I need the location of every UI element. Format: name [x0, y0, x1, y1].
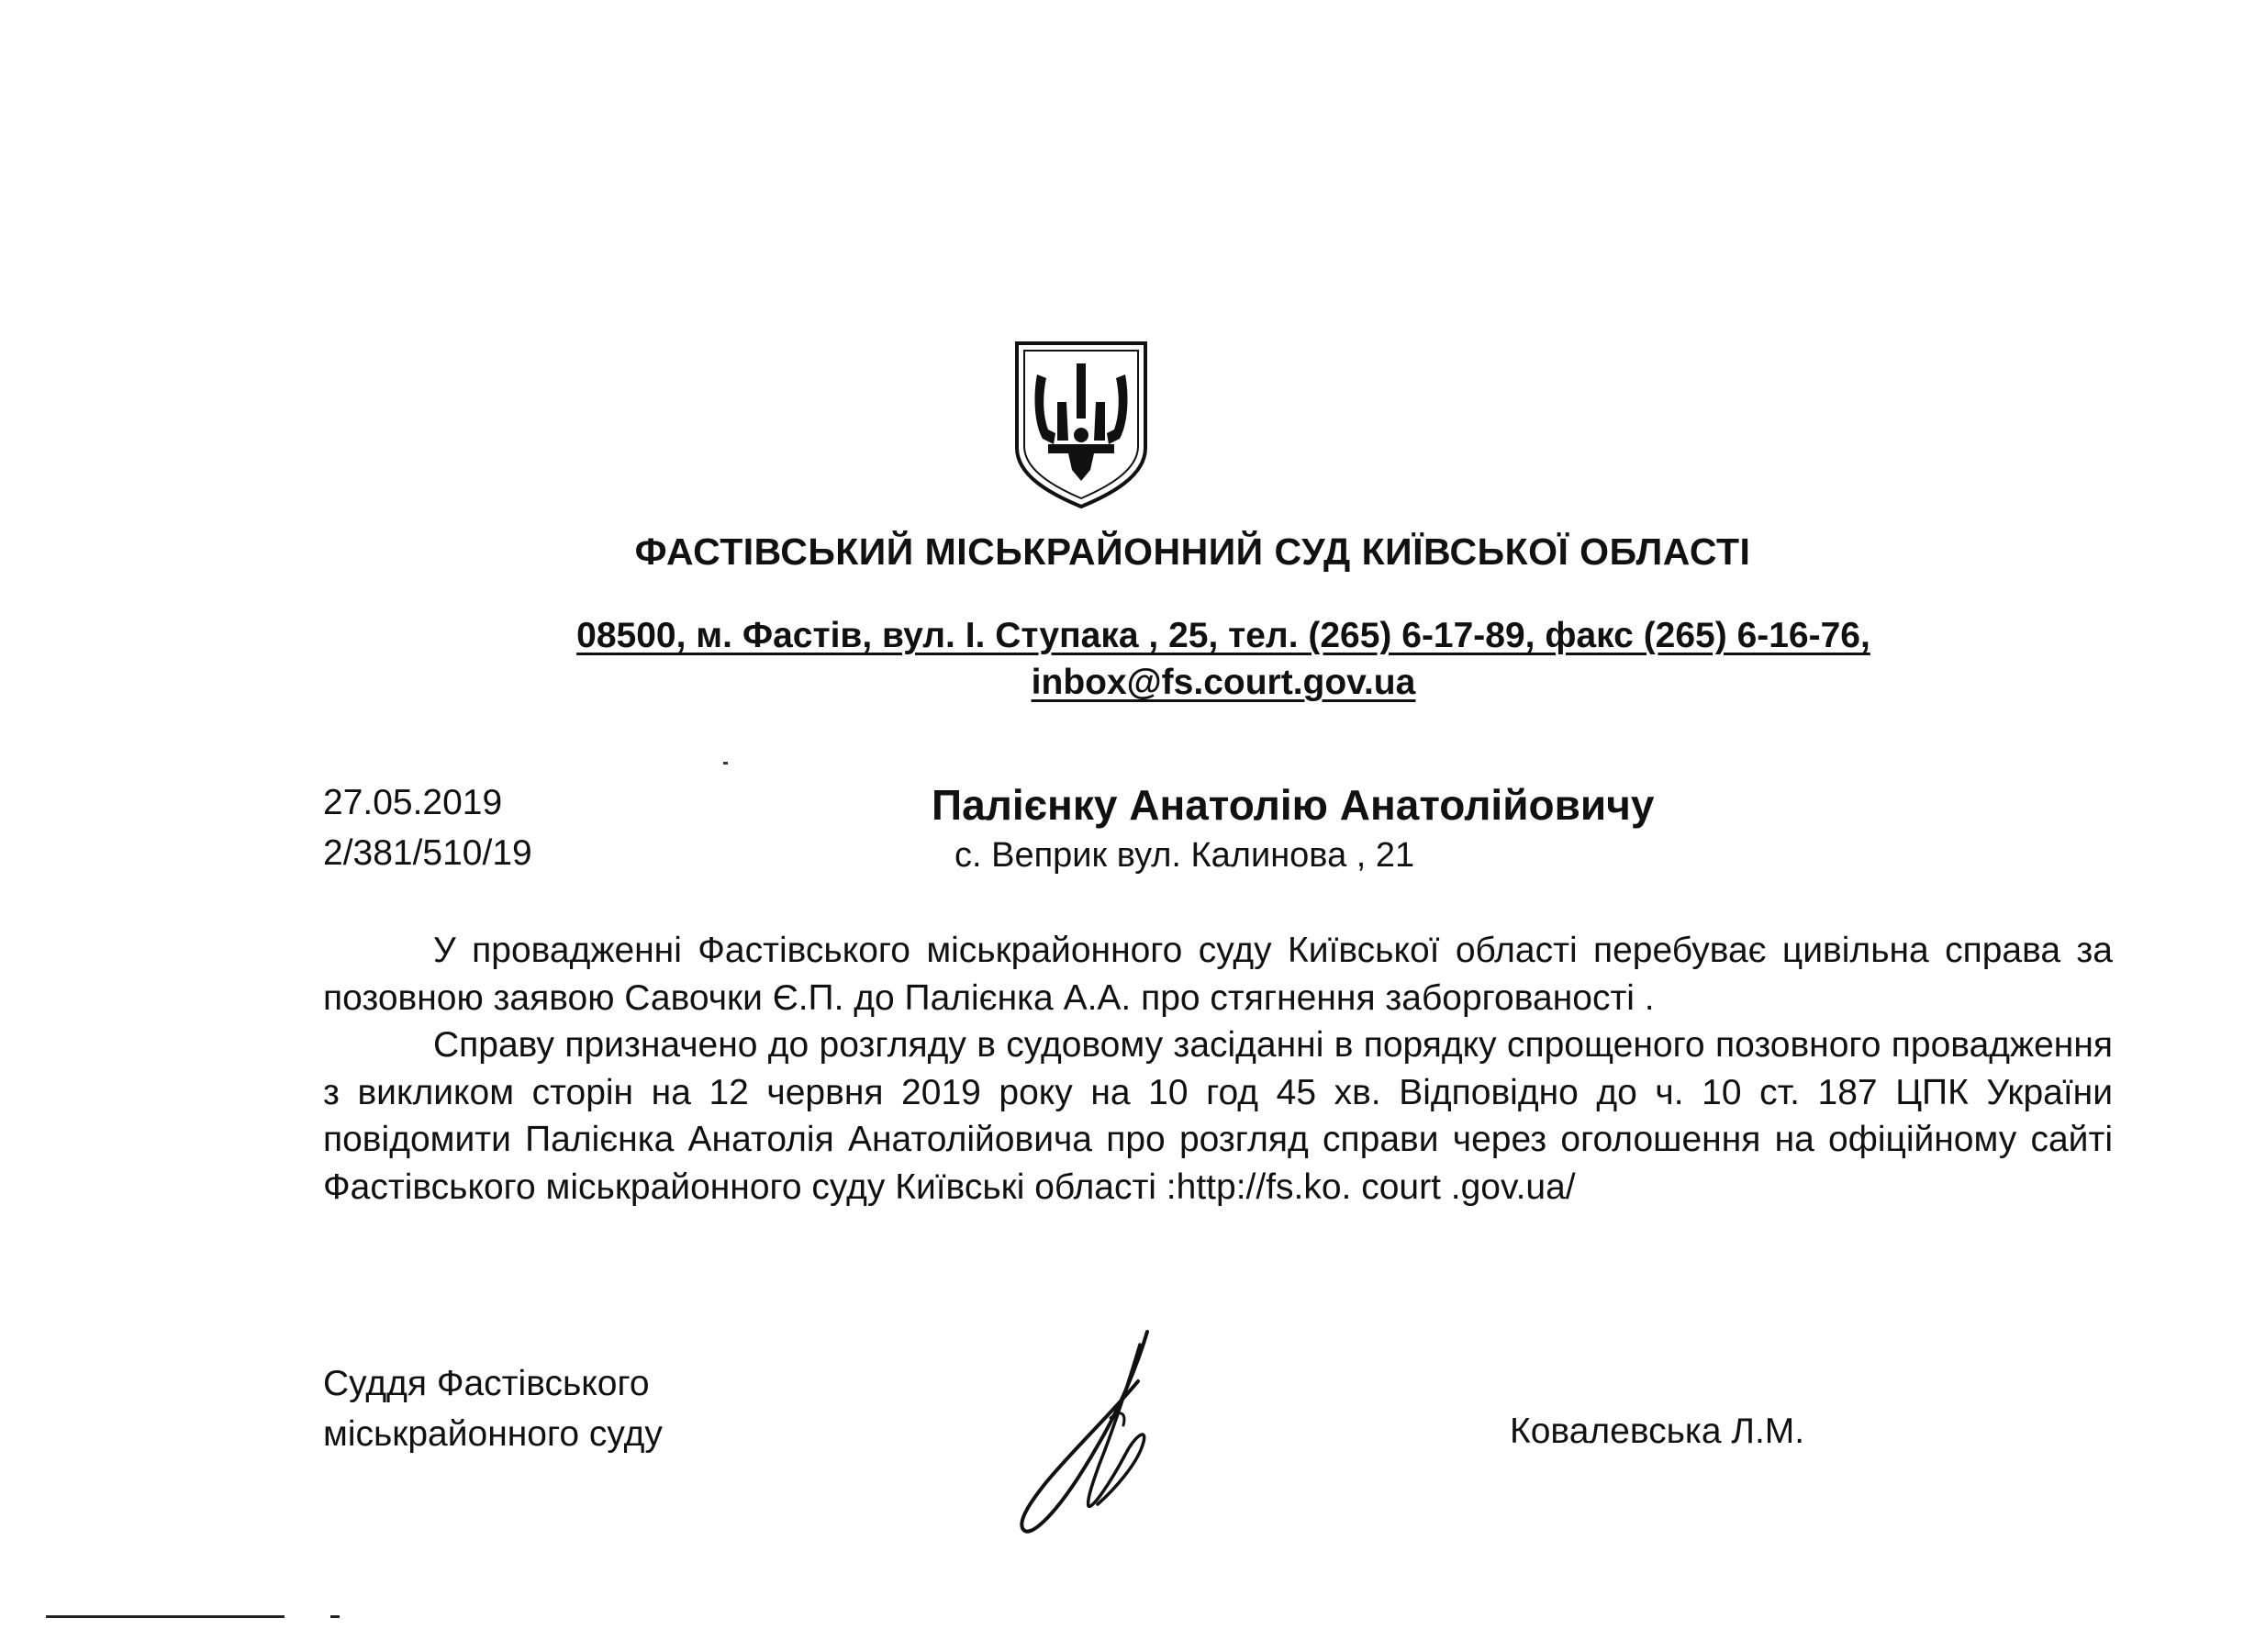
recipient-name: Палієнку Анатолію Анатолійовичу [932, 781, 1655, 829]
stray-mark [723, 762, 728, 765]
court-email-link[interactable]: inbox@fs.court.gov.ua [1031, 663, 1416, 702]
bottom-rule [46, 1615, 285, 1618]
body-paragraph-1: У провадженні Фастівського міськрайонного суду Київської області перебуває цивільна справа за позовною заявою Савочки Є.П. до Палієнка А.А. про стягнення заборгованості . [323, 931, 2113, 1018]
handwritten-signature [1010, 1326, 1166, 1537]
body-paragraph-2: Справу призначено до розгляду в судовому засіданні в порядку спрощеного позовного провадження з викликом сторін на 12 червня 2019 року на 10 год 45 хв. Відповідно до ч. 10 ст. 187 ЦПК України повідомити Палієнка Анатолія Анатолійовича про розгляд справи через оголошення на офіційному сайті Фастівського міськрайонного суду Київські області :http://fs.ko. court .gov.ua/ [323, 1025, 2113, 1207]
court-address [443, 612, 2004, 706]
judge-name: Ковалевська Л.М. [1510, 1412, 1805, 1451]
recipient-address: с. Веприк вул. Калинова , 21 [954, 836, 1415, 875]
ukraine-trident-emblem-icon [1011, 338, 1151, 510]
judge-title-line-1: Суддя Фастівського [323, 1364, 650, 1403]
court-name: ФАСТІВСЬКИЙ МІСЬКРАЙОННИЙ СУД КИЇВСЬКОЇ ОБЛАСТІ [634, 530, 1751, 573]
court-address-line: 08500, м. Фастів, вул. І. Ступака , 25, тел. (265) 6-17-89, факс (265) 6-16-76, [576, 616, 1870, 655]
document-date: 27.05.2019 [323, 783, 503, 822]
case-number: 2/381/510/19 [323, 833, 532, 873]
judge-title-line-2: міськрайонного суду [323, 1414, 663, 1454]
judge-title [323, 1358, 663, 1459]
letter-body [323, 927, 2113, 1211]
court-email [443, 659, 2004, 706]
bottom-dash [330, 1615, 340, 1618]
